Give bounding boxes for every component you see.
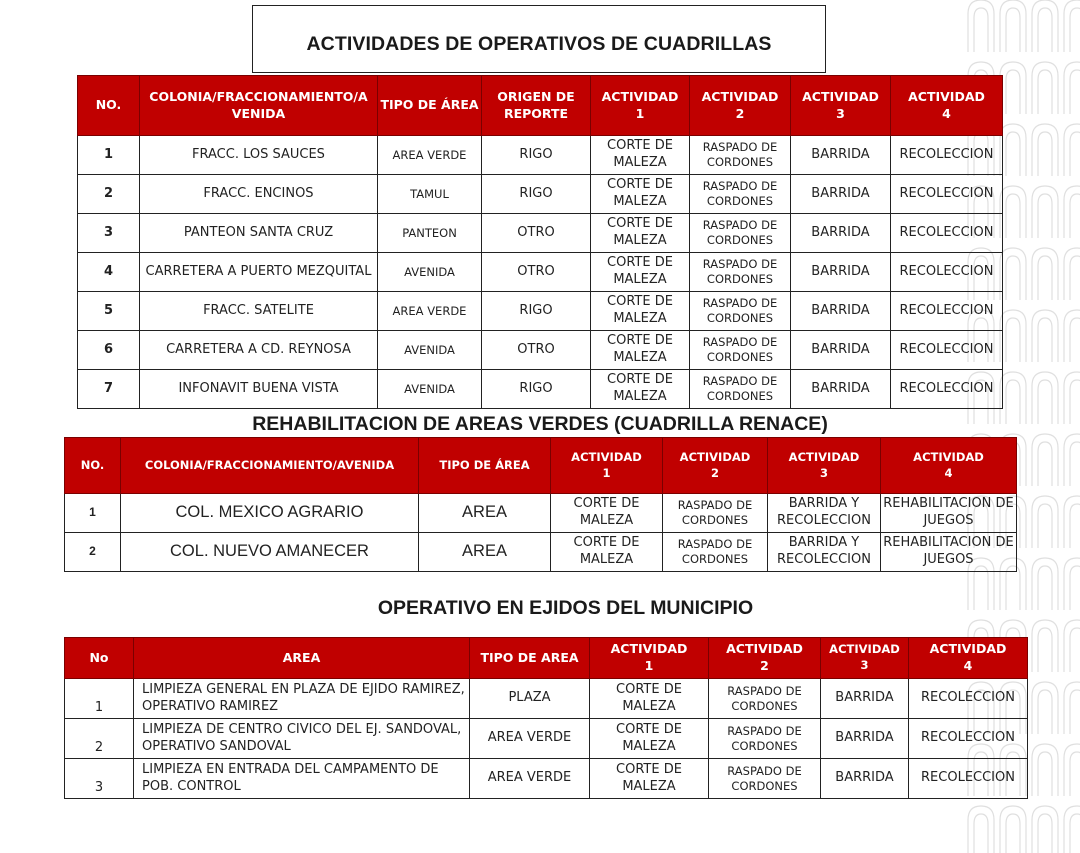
cell-tipo: AVENIDA	[378, 331, 482, 370]
watermark-arch-shape	[1032, 744, 1058, 796]
cell-no: 7	[78, 370, 140, 409]
rehabilitacion-table	[64, 437, 1017, 572]
watermark-arch-shape	[1000, 310, 1026, 362]
table-row	[65, 679, 1028, 719]
cell-act3: BARRIDA	[791, 253, 891, 292]
table-row	[78, 370, 1003, 409]
cell-act3: BARRIDA	[791, 175, 891, 214]
cell-no: 3	[65, 759, 134, 799]
page-title: ACTIVIDADES DE OPERATIVOS DE CUADRILLAS	[252, 5, 826, 73]
header-actividad-4: ACTIVIDAD 4	[881, 438, 1017, 494]
cell-tipo: AREA VERDE	[378, 136, 482, 175]
cell-act4: RECOLECCION	[909, 679, 1028, 719]
cell-act2: RASPADO DE CORDONES	[690, 370, 791, 409]
cell-act2: RASPADO DE CORDONES	[709, 679, 821, 719]
watermark-arch-shape	[1032, 186, 1058, 238]
header-actividad-3: ACTIVIDAD 3	[791, 76, 891, 136]
header-actividad-1: ACTIVIDAD 1	[551, 438, 663, 494]
watermark-arch-shape	[1032, 248, 1058, 300]
cell-colonia: FRACC. ENCINOS	[140, 175, 378, 214]
cell-colonia: COL. NUEVO AMANECER	[121, 533, 419, 572]
cell-act4: RECOLECCION	[891, 214, 1003, 253]
watermark-arch-shape	[1064, 806, 1080, 853]
cell-act4: REHABILITACION DE JUEGOS	[881, 533, 1017, 572]
section-title-rehabilitacion: REHABILITACION DE AREAS VERDES (CUADRILLA RENACE)	[252, 413, 828, 435]
cell-act2: RASPADO DE CORDONES	[690, 292, 791, 331]
header-actividad-3: ACTIVIDAD 3	[768, 438, 881, 494]
cell-no: 2	[65, 533, 121, 572]
table-row	[78, 175, 1003, 214]
cell-tipo: PANTEON	[378, 214, 482, 253]
watermark-arch-shape	[1064, 496, 1080, 548]
cell-act2: RASPADO DE CORDONES	[709, 719, 821, 759]
cell-tipo: AREA	[419, 533, 551, 572]
cell-no: 1	[78, 136, 140, 175]
cell-act2: RASPADO DE CORDONES	[690, 136, 791, 175]
cell-colonia: CARRETERA A CD. REYNOSA	[140, 331, 378, 370]
cell-act1: CORTE DE MALEZA	[551, 494, 663, 533]
watermark-arch-shape	[1000, 806, 1026, 853]
cell-act3: BARRIDA	[791, 370, 891, 409]
header-actividad-4: ACTIVIDAD 4	[909, 638, 1028, 679]
watermark-arch-shape	[1064, 558, 1080, 610]
header-colonia: COLONIA/FRACCIONAMIENTO/A VENIDA	[140, 76, 378, 136]
watermark-arch-shape	[1064, 434, 1080, 486]
header-actividad-1: ACTIVIDAD 1	[590, 638, 709, 679]
header-no: NO.	[78, 76, 140, 136]
cell-act4: RECOLECCION	[891, 253, 1003, 292]
cell-tipo: TAMUL	[378, 175, 482, 214]
watermark-arch-shape	[1000, 0, 1026, 52]
cell-act3: BARRIDA	[791, 292, 891, 331]
table-row	[78, 214, 1003, 253]
cell-origen: OTRO	[482, 253, 591, 292]
cell-area: LIMPIEZA EN ENTRADA DEL CAMPAMENTO DE POB. CONTROL	[134, 759, 470, 799]
watermark-arch-shape	[1032, 620, 1058, 672]
cell-no: 2	[78, 175, 140, 214]
cell-act1: CORTE DE MALEZA	[591, 214, 690, 253]
table-row	[78, 331, 1003, 370]
cell-act4: RECOLECCION	[891, 175, 1003, 214]
table-header-row	[78, 76, 1003, 136]
table-header-row	[65, 638, 1028, 679]
table-row	[65, 494, 1017, 533]
ejidos-table	[64, 637, 1028, 799]
watermark-arch-shape	[1032, 682, 1058, 734]
watermark-arch-shape	[1064, 744, 1080, 796]
cell-act4: RECOLECCION	[891, 136, 1003, 175]
cell-tipo: PLAZA	[470, 679, 590, 719]
cell-act2: RASPADO DE CORDONES	[663, 533, 768, 572]
table-row	[65, 759, 1028, 799]
watermark-arch-shape	[1064, 682, 1080, 734]
cell-no: 5	[78, 292, 140, 331]
watermark-arch-shape	[1064, 62, 1080, 114]
watermark-arch-shape	[1064, 248, 1080, 300]
cell-act3: BARRIDA	[791, 214, 891, 253]
header-actividad-1: ACTIVIDAD 1	[591, 76, 690, 136]
table-row	[65, 719, 1028, 759]
cell-tipo: AREA VERDE	[470, 759, 590, 799]
cell-act2: RASPADO DE CORDONES	[663, 494, 768, 533]
watermark-arch-shape	[1064, 310, 1080, 362]
cell-act1: CORTE DE MALEZA	[591, 370, 690, 409]
watermark-arch-shape	[1064, 124, 1080, 176]
watermark-arch-shape	[1000, 186, 1026, 238]
watermark-arch-shape	[968, 0, 994, 52]
watermark-arch-shape	[1000, 248, 1026, 300]
cell-colonia: INFONAVIT BUENA VISTA	[140, 370, 378, 409]
cell-act2: RASPADO DE CORDONES	[690, 253, 791, 292]
watermark-arch-shape	[1032, 124, 1058, 176]
cell-act4: REHABILITACION DE JUEGOS	[881, 494, 1017, 533]
cell-colonia: FRACC. SATELITE	[140, 292, 378, 331]
cell-act4: RECOLECCION	[891, 331, 1003, 370]
header-tipo: TIPO DE ÁREA	[378, 76, 482, 136]
cuadrillas-table	[77, 75, 1003, 409]
cell-act1: CORTE DE MALEZA	[590, 759, 709, 799]
watermark-arch-shape	[968, 806, 994, 853]
watermark-arch-shape	[1032, 62, 1058, 114]
header-actividad-2: ACTIVIDAD 2	[663, 438, 768, 494]
cell-tipo: AREA VERDE	[470, 719, 590, 759]
cell-act3: BARRIDA	[791, 136, 891, 175]
cell-act4: RECOLECCION	[891, 370, 1003, 409]
cell-act3: BARRIDA	[821, 759, 909, 799]
cell-act3: BARRIDA Y RECOLECCION	[768, 533, 881, 572]
cell-area: LIMPIEZA DE CENTRO CIVICO DEL EJ. SANDOVAL, OPERATIVO SANDOVAL	[134, 719, 470, 759]
table-row	[78, 292, 1003, 331]
cell-origen: RIGO	[482, 292, 591, 331]
watermark-arch-shape	[1000, 62, 1026, 114]
cell-origen: OTRO	[482, 331, 591, 370]
cell-origen: RIGO	[482, 370, 591, 409]
cell-act3: BARRIDA	[821, 679, 909, 719]
cell-tipo: AVENIDA	[378, 370, 482, 409]
cell-act3: BARRIDA Y RECOLECCION	[768, 494, 881, 533]
cell-no: 2	[65, 719, 134, 759]
header-actividad-2: ACTIVIDAD 2	[709, 638, 821, 679]
cell-act1: CORTE DE MALEZA	[591, 175, 690, 214]
watermark-arch-shape	[1032, 310, 1058, 362]
watermark-arch-shape	[1032, 806, 1058, 853]
header-tipo: TIPO DE AREA	[470, 638, 590, 679]
cell-colonia: CARRETERA A PUERTO MEZQUITAL	[140, 253, 378, 292]
header-no: NO.	[65, 438, 121, 494]
cell-act3: BARRIDA	[821, 719, 909, 759]
cell-no: 1	[65, 679, 134, 719]
cell-act1: CORTE DE MALEZA	[551, 533, 663, 572]
section-title-ejidos: OPERATIVO EN EJIDOS DEL MUNICIPIO	[377, 597, 754, 619]
cell-colonia: PANTEON SANTA CRUZ	[140, 214, 378, 253]
header-actividad-3: ACTIVIDAD 3	[821, 638, 909, 679]
header-origen: ORIGEN DE REPORTE	[482, 76, 591, 136]
cell-act1: CORTE DE MALEZA	[591, 136, 690, 175]
cell-act1: CORTE DE MALEZA	[590, 679, 709, 719]
table-row	[65, 533, 1017, 572]
cell-act2: RASPADO DE CORDONES	[690, 214, 791, 253]
cell-area: LIMPIEZA GENERAL EN PLAZA DE EJIDO RAMIREZ, OPERATIVO RAMIREZ	[134, 679, 470, 719]
cell-act2: RASPADO DE CORDONES	[690, 331, 791, 370]
cell-act1: CORTE DE MALEZA	[591, 331, 690, 370]
watermark-arch-shape	[1064, 620, 1080, 672]
table-header-row	[65, 438, 1017, 494]
header-no: No	[65, 638, 134, 679]
header-actividad-2: ACTIVIDAD 2	[690, 76, 791, 136]
cell-tipo: AVENIDA	[378, 253, 482, 292]
cell-colonia: FRACC. LOS SAUCES	[140, 136, 378, 175]
header-tipo: TIPO DE ÁREA	[419, 438, 551, 494]
cell-act4: RECOLECCION	[909, 719, 1028, 759]
cell-act2: RASPADO DE CORDONES	[690, 175, 791, 214]
table-row	[78, 136, 1003, 175]
cell-tipo: AREA VERDE	[378, 292, 482, 331]
cell-no: 4	[78, 253, 140, 292]
watermark-arch-shape	[1064, 186, 1080, 238]
cell-origen: OTRO	[482, 214, 591, 253]
header-area: AREA	[134, 638, 470, 679]
cell-origen: RIGO	[482, 136, 591, 175]
watermark-arch-shape	[1032, 496, 1058, 548]
cell-no: 1	[65, 494, 121, 533]
cell-act1: CORTE DE MALEZA	[591, 292, 690, 331]
header-actividad-4: ACTIVIDAD 4	[891, 76, 1003, 136]
cell-act4: RECOLECCION	[909, 759, 1028, 799]
cell-act3: BARRIDA	[791, 331, 891, 370]
cell-colonia: COL. MEXICO AGRARIO	[121, 494, 419, 533]
watermark-arch-shape	[1032, 372, 1058, 424]
cell-tipo: AREA	[419, 494, 551, 533]
watermark-arch-shape	[1032, 558, 1058, 610]
cell-act4: RECOLECCION	[891, 292, 1003, 331]
cell-no: 3	[78, 214, 140, 253]
watermark-arch-shape	[1064, 0, 1080, 52]
watermark-arch-shape	[1064, 372, 1080, 424]
cell-act1: CORTE DE MALEZA	[591, 253, 690, 292]
cell-act2: RASPADO DE CORDONES	[709, 759, 821, 799]
cell-origen: RIGO	[482, 175, 591, 214]
table-row	[78, 253, 1003, 292]
header-colonia: COLONIA/FRACCIONAMIENTO/AVENIDA	[121, 438, 419, 494]
cell-act1: CORTE DE MALEZA	[590, 719, 709, 759]
watermark-arch-shape	[1032, 434, 1058, 486]
watermark-arch-shape	[1000, 124, 1026, 176]
cell-no: 6	[78, 331, 140, 370]
watermark-arch-shape	[1032, 0, 1058, 52]
